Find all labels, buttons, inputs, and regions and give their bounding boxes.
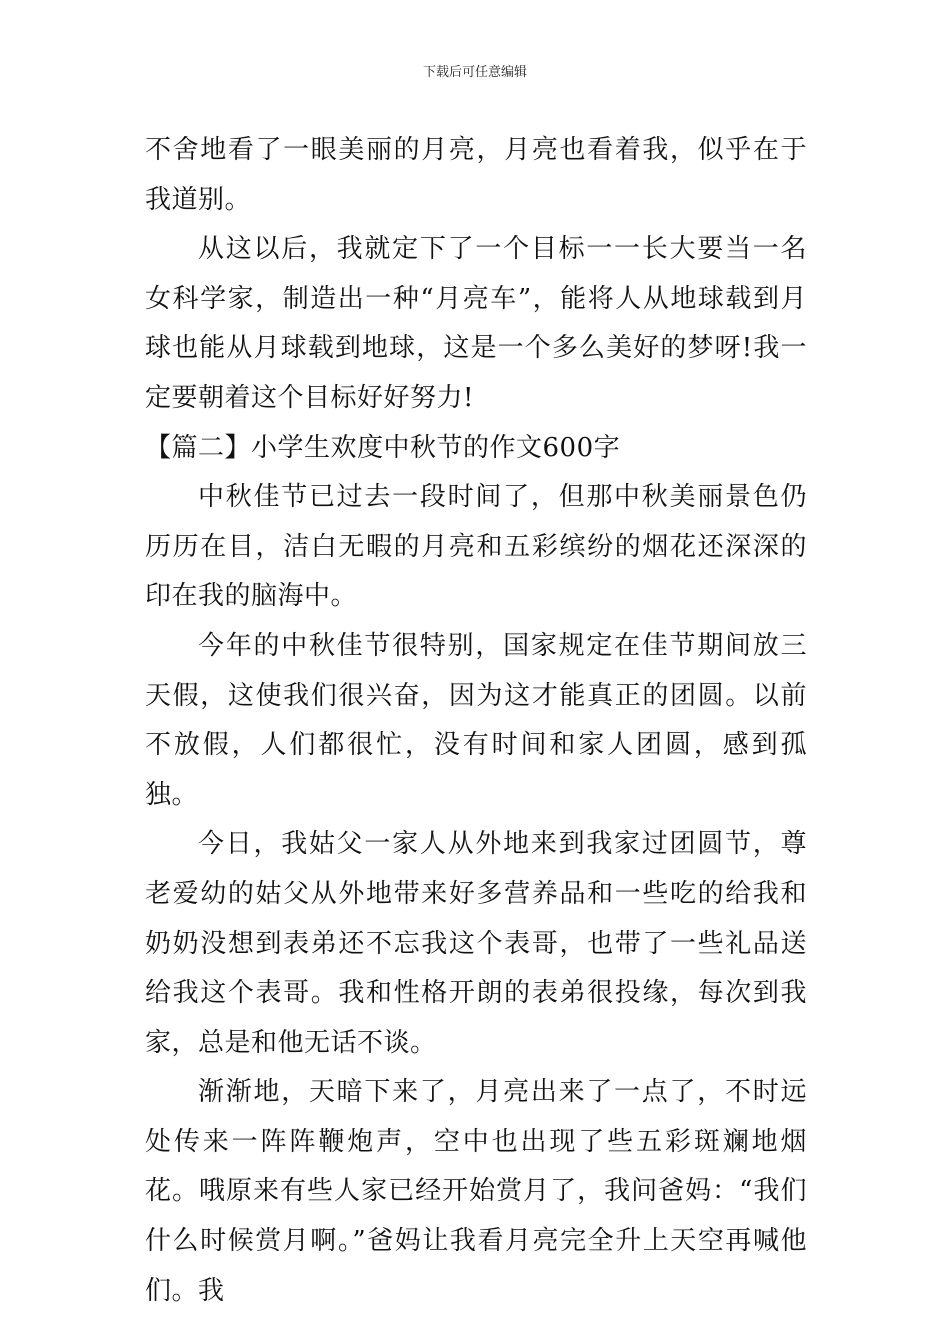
paragraph-intro: 中秋佳节已过去一段时间了，但那中秋美丽景色仍历历在目，洁白无暇的月亮和五彩缤纷的烟花还深深的印在我的脑海中。 <box>145 482 807 612</box>
page-header-note: 下载后可任意编辑 <box>422 65 527 80</box>
document-body <box>145 126 807 1316</box>
paragraph-family-visit: 今日，我姑父一家人从外地来到我家过团圆节，尊老爱幼的姑父从外地带来好多营养品和一些吃的给我和奶奶没想到表弟还不忘我这个表哥，也带了一些礼品送给我这个表哥。我和性格开朗的表弟很投缘，每次到我家，总是和他无话不谈。 <box>145 829 807 1058</box>
paragraph-continued: 不舍地看了一眼美丽的月亮，月亮也看着我，似乎在于我道别。 <box>145 135 807 215</box>
paragraph-goal: 从这以后，我就定下了一个目标一一长大要当一名女科学家，制造出一种“月亮车”，能将人从地球载到月球也能从月球载到地球，这是一个多么美好的梦呀!我一定要朝着这个目标好好努力! <box>145 234 807 413</box>
paragraph-holiday: 今年的中秋佳节很特别，国家规定在佳节期间放三天假，这使我们很兴奋，因为这才能真正的团圆。以前不放假，人们都很忙，没有时间和家人团圆，感到孤独。 <box>145 630 807 810</box>
section-title: 【篇二】小学生欢度中秋节的作文600字 <box>145 432 621 463</box>
paragraph-evening: 渐渐地，天暗下来了，月亮出来了一点了，不时远处传来一阵阵鞭炮声，空中也出现了些五彩斑斓地烟花。哦原来有些人家已经开始赏月了，我问爸妈：“我们什么时候赏月啊。”爸妈让我看月亮完全升上天空再喊他们。我 <box>145 1077 807 1306</box>
